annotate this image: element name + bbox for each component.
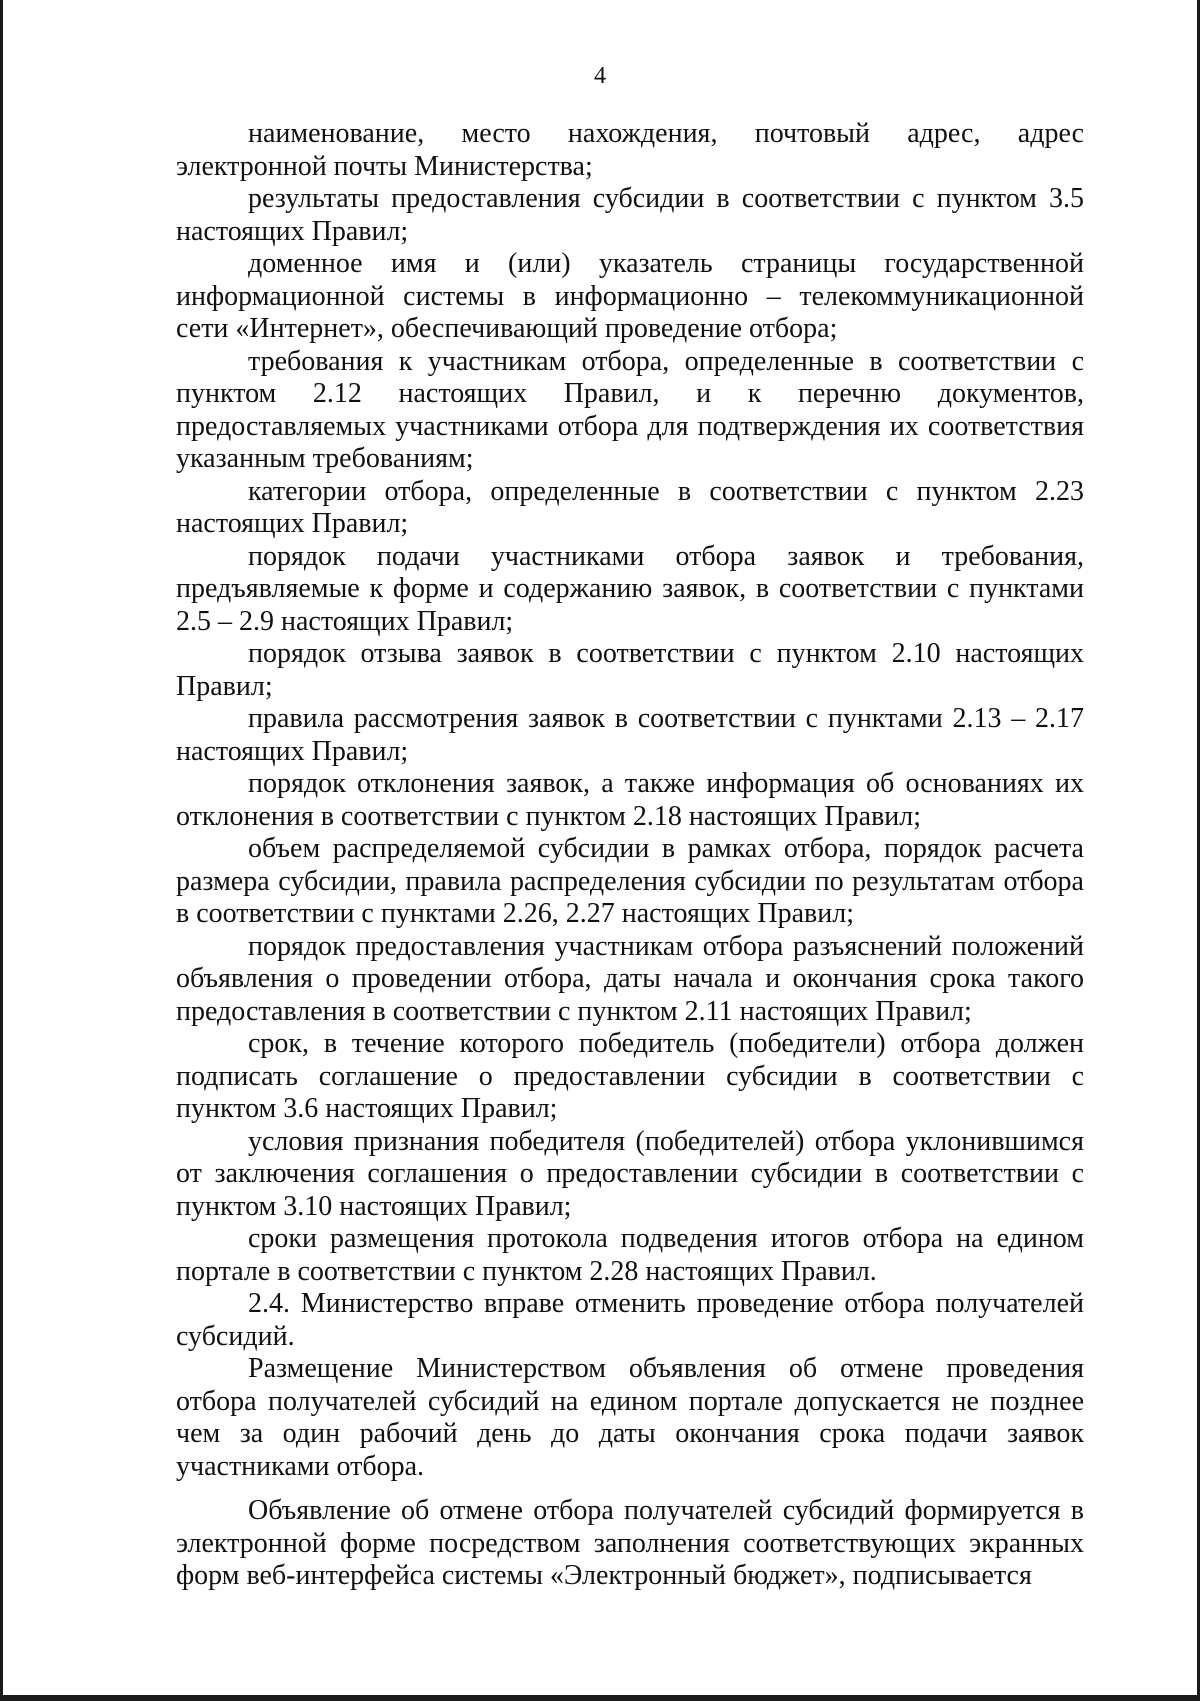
paragraph-clarifications: порядок предоставления участникам отбора разъяснений положений объявления о проведении отбора, даты начала и окончания срока такого предоставления в соответствии с пунктом 2.11 настоящих Правил;: [176, 930, 1084, 1027]
page-number: 4: [594, 63, 606, 89]
paragraph-cancellation-posting: Размещение Министерством объявления об отмене проведения отбора получателей субсидий на едином портале допускается не позднее чем за один рабочий день до даты окончания срока подачи заявок участниками отбора.: [176, 1353, 1084, 1482]
paragraph-subsidy-results: результаты предоставления субсидии в соответствии с пунктом 3.5 настоящих Правил;: [176, 183, 1084, 247]
paragraph-selection-categories: категории отбора, определенные в соответствии с пунктом 2.23 настоящих Правил;: [176, 475, 1084, 539]
paragraph-rejection-procedure: порядок отклонения заявок, а также информация об основаниях их отклонения в соответствии с пунктом 2.18 настоящих Правил;: [176, 768, 1084, 832]
scan-edge-left: [0, 0, 3, 1701]
paragraph-evasion-conditions: условия признания победителя (победителей) отбора уклонившимся от заключения соглашения о предоставлении субсидии в соответствии с пунктом 3.10 настоящих Правил;: [176, 1125, 1084, 1222]
paragraph-agreement-deadline: срок, в течение которого победитель (победители) отбора должен подписать соглашение о предоставлении субсидии в соответствии с пунктом 3.6 настоящих Правил;: [176, 1028, 1084, 1124]
paragraph-application-procedure: порядок подачи участниками отбора заявок и требования, предъявляемые к форме и содержанию заявок, в соответствии с пунктами 2.5 – 2.9 настоящих Правил;: [176, 540, 1084, 637]
paragraph-section-2-4: 2.4. Министерство вправе отменить проведение отбора получателей субсидий.: [176, 1288, 1084, 1352]
paragraph-subsidy-volume: объем распределяемой субсидии в рамках отбора, порядок расчета размера субсидии, правила распределения субсидии по результатам отбора в соответствии с пунктами 2.26, 2.27 настоящих Правил;: [176, 833, 1084, 929]
paragraph-contact-info: наименование, место нахождения, почтовый адрес, адрес электронной почты Министерства;: [176, 118, 1084, 182]
scan-edge-bottom: [0, 1695, 1200, 1701]
document-body: [176, 118, 1084, 1593]
paragraph-cancellation-notice: Объявление об отмене отбора получателей субсидий формируется в электронной форме посредством заполнения соответствующих экранных форм веб-интерфейса системы «Электронный бюджет», подписывается: [176, 1495, 1084, 1591]
paragraph-participant-requirements: требования к участникам отбора, определенные в соответствии с пунктом 2.12 настоящих Правил, и к перечню документов, предоставляемых участниками отбора для подтверждения их соответствия указанным требованиям;: [176, 345, 1084, 474]
paragraph-domain-name: доменное имя и (или) указатель страницы государственной информационной системы в информационно – телекоммуникационной сети «Интернет», обеспечивающий проведение отбора;: [176, 248, 1084, 344]
paragraph-application-withdrawal: порядок отзыва заявок в соответствии с пунктом 2.10 настоящих Правил;: [176, 638, 1084, 702]
paragraph-review-rules: правила рассмотрения заявок в соответствии с пунктами 2.13 – 2.17 настоящих Правил;: [176, 703, 1084, 767]
paragraph-protocol-deadlines: сроки размещения протокола подведения итогов отбора на едином портале в соответствии с пунктом 2.28 настоящих Правил.: [176, 1223, 1084, 1287]
